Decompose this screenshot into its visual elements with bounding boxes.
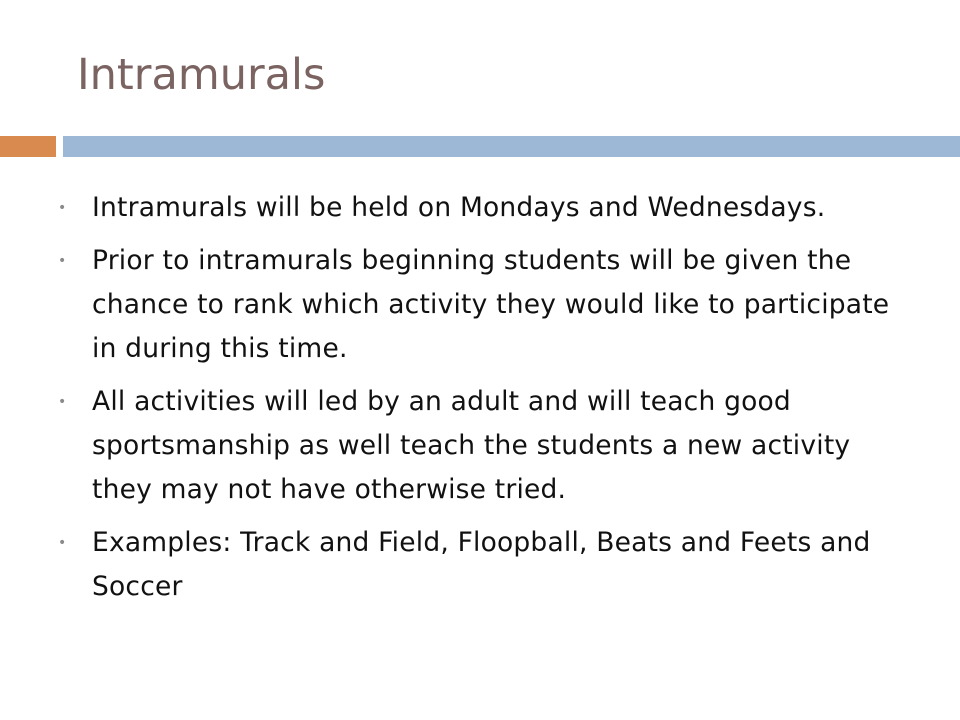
slide-title: Intramurals — [77, 50, 326, 100]
bullet-text: Intramurals will be held on Mondays and Wednesdays. — [92, 192, 826, 223]
bullet-item — [56, 186, 896, 230]
bullet-item — [56, 380, 896, 512]
bullet-text: All activities will led by an adult and will teach good sportsmanship as well teach the students a new activity they may not have otherwise tried. — [92, 386, 851, 505]
bullet-text: Prior to intramurals beginning students will be given the chance to rank which activity they would like to participate in during this time. — [92, 245, 890, 364]
bullet-icon: • — [58, 394, 67, 410]
bullet-list — [56, 186, 896, 618]
title-underline-bar — [63, 136, 960, 157]
bullet-text: Examples: Track and Field, Floopball, Beats and Feets and Soccer — [92, 527, 871, 602]
bullet-icon: • — [58, 200, 67, 216]
bullet-icon: • — [58, 535, 67, 551]
bullet-icon: • — [58, 253, 67, 269]
title-accent-bar — [0, 136, 56, 157]
bullet-item — [56, 239, 896, 371]
bullet-item — [56, 521, 896, 609]
